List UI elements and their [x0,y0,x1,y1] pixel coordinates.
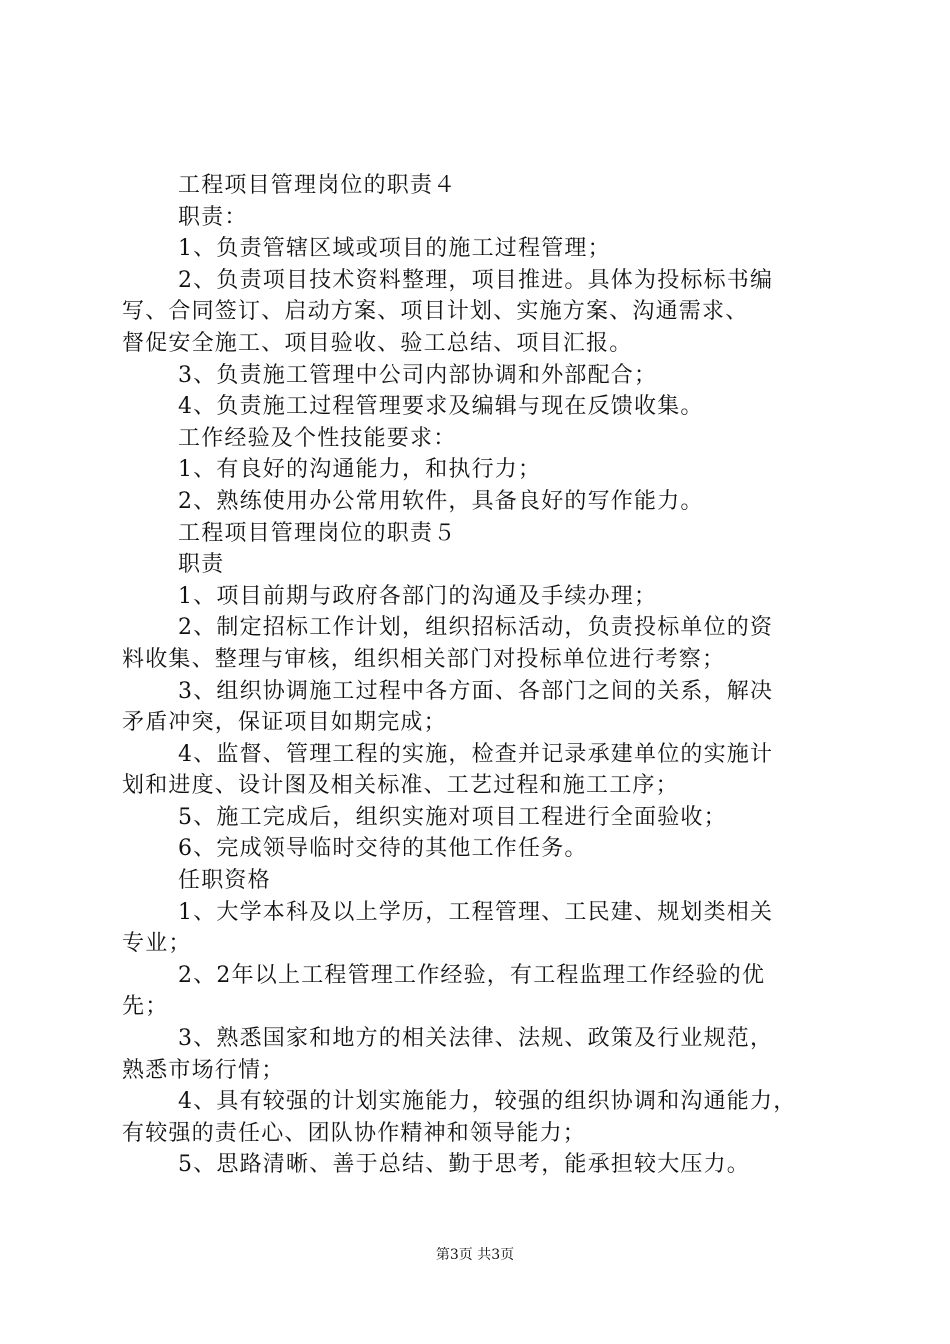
text-line: 5、思路清晰、善于总结、勤于思考，能承担较大压力。 [178,1152,750,1178]
text-line: 3、熟悉国家和地方的相关法律、法规、政策及行业规范， [178,1026,774,1052]
text-line: 料收集、整理与审核，组织相关部门对投标单位进行考察； [122,646,726,672]
text-line: 2、负责项目技术资料整理，项目推进。具体为投标标书编 [178,267,774,293]
text-line: 4、监督、管理工程的实施，检查并记录承建单位的实施计 [178,741,774,767]
text-line: 1、大学本科及以上学历，工程管理、工民建、规划类相关 [178,899,774,925]
text-line: 职责： [178,204,248,230]
text-line: 4、负责施工过程管理要求及编辑与现在反馈收集。 [178,394,704,420]
text-line: 1、有良好的沟通能力，和执行力； [178,457,542,483]
text-line: 先； [122,994,169,1020]
text-line: 职责 [178,552,225,578]
text-line: 2、制定招标工作计划，组织招标活动，负责投标单位的资 [178,615,774,641]
text-line: 矛盾冲突，保证项目如期完成； [122,710,447,736]
text-line: 6、完成领导临时交待的其他工作任务。 [178,836,588,862]
text-line: 工程项目管理岗位的职责４ [178,173,457,198]
text-line: 2、熟练使用办公常用软件，具备良好的写作能力。 [178,488,704,514]
text-line: 2、2年以上工程管理工作经验，有工程监理工作经验的优 [178,962,766,988]
text-line: 1、负责管辖区域或项目的施工过程管理； [178,236,611,262]
text-line: 督促安全施工、项目验收、验工总结、项目汇报。 [122,330,633,356]
text-line: 专业； [122,931,192,957]
text-line: 3、负责施工管理中公司内部协调和外部配合； [178,362,658,388]
text-line: 3、组织协调施工过程中各方面、各部门之间的关系，解决 [178,678,774,704]
page-number-footer: 第3页 共3页 [435,1247,515,1263]
text-line: 任职资格 [178,868,271,894]
text-line: 划和进度、设计图及相关标准、工艺过程和施工工序； [122,773,679,799]
text-line: 1、项目前期与政府各部门的沟通及手续办理； [178,583,658,609]
text-line: 写、合同签订、启动方案、项目计划、实施方案、沟通需求、 [122,299,749,325]
document-body [122,170,832,1181]
text-line: 工作经验及个性技能要求： [178,425,457,451]
text-line: 工程项目管理岗位的职责５ [178,520,457,546]
text-line: 熟悉市场行情； [122,1057,285,1083]
text-line: 有较强的责任心、团队协作精神和领导能力； [122,1120,587,1146]
text-line: 5、施工完成后，组织实施对项目工程进行全面验收； [178,804,727,830]
text-line: 4、具有较强的计划实施能力，较强的组织协调和沟通能力， [178,1089,797,1115]
